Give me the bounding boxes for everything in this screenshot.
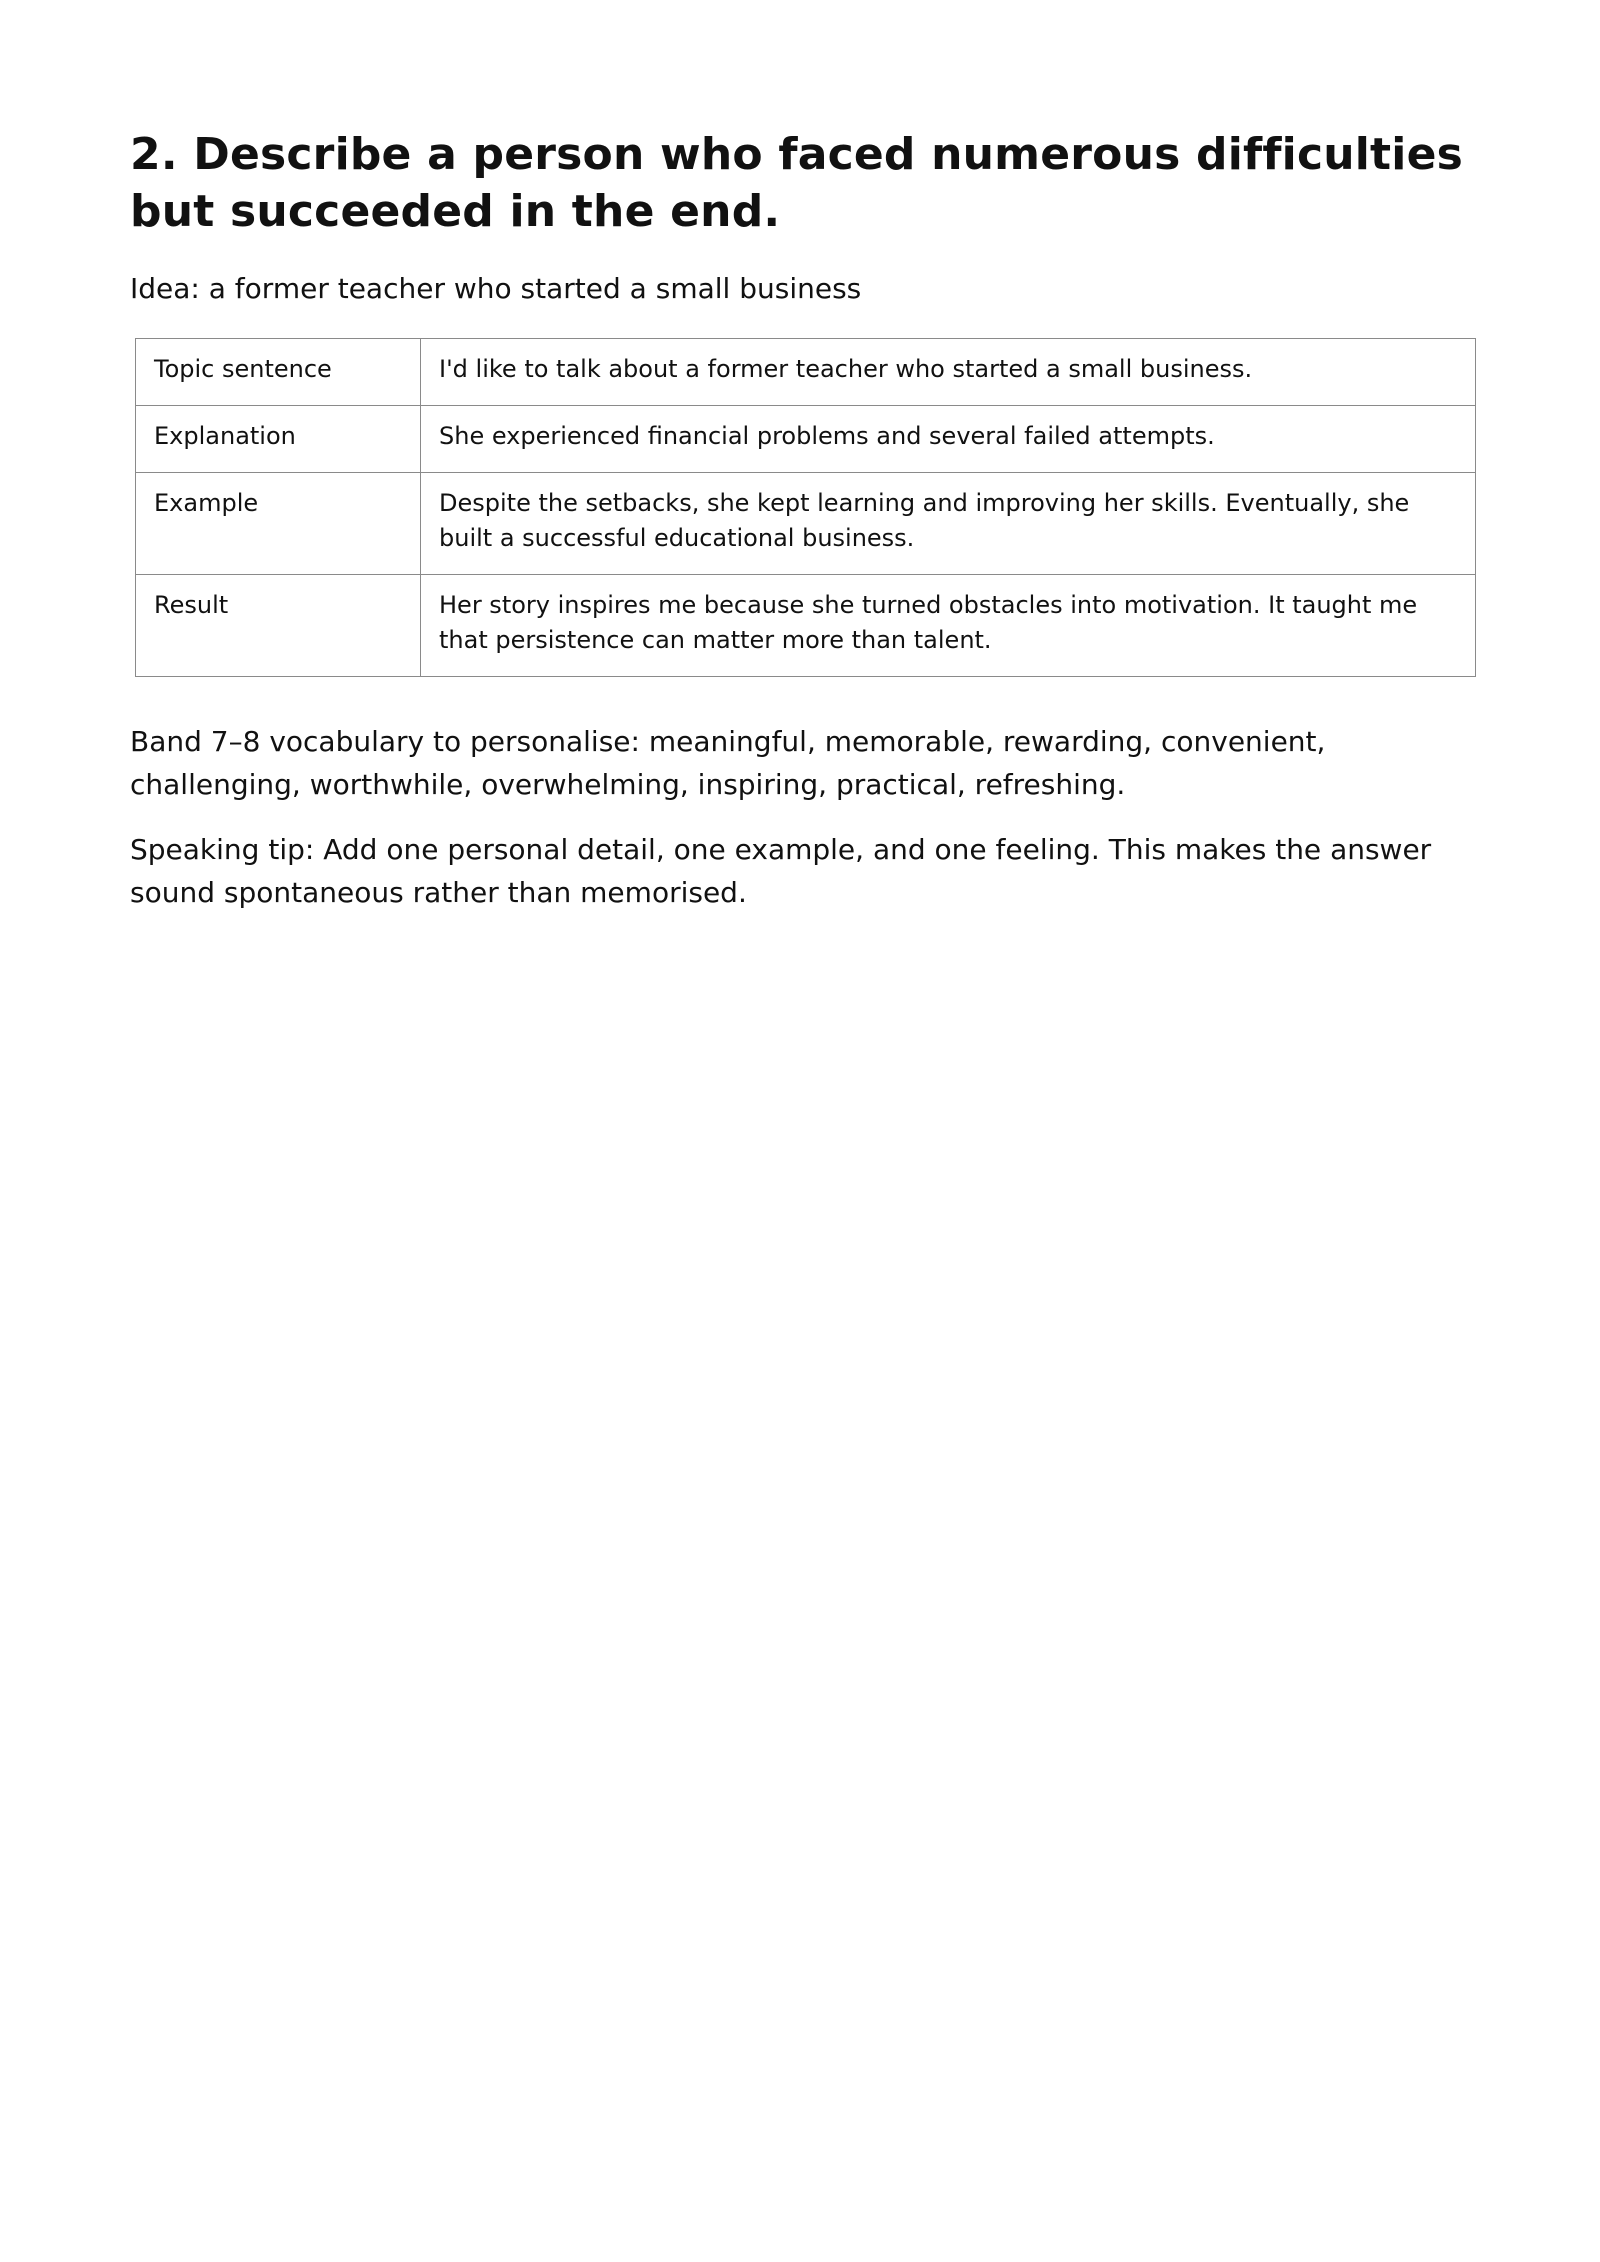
row-label: Example	[136, 473, 421, 575]
table-row	[136, 339, 1476, 406]
answer-outline-table	[135, 338, 1476, 677]
idea-line: Idea: a former teacher who started a small business	[130, 272, 862, 305]
row-text: She experienced financial problems and several failed attempts.	[421, 406, 1476, 473]
row-label: Explanation	[136, 406, 421, 473]
table-row	[136, 575, 1476, 677]
speaking-tip-paragraph: Speaking tip: Add one personal detail, one example, and one feeling. This makes the answer sound spontaneous rather than memorised.	[130, 833, 1432, 909]
table-row	[136, 473, 1476, 575]
row-label: Topic sentence	[136, 339, 421, 406]
vocabulary-paragraph: Band 7–8 vocabulary to personalise: meaningful, memorable, rewarding, convenient, challenging, worthwhile, overwhelming, inspiring, practical, refreshing.	[130, 725, 1326, 801]
table-row	[136, 406, 1476, 473]
row-text: Despite the setbacks, she kept learning and improving her skills. Eventually, she built a successful educational business.	[421, 473, 1476, 575]
row-text: I'd like to talk about a former teacher who started a small business.	[421, 339, 1476, 406]
page-title: 2. Describe a person who faced numerous difficulties but succeeded in the end.	[130, 129, 1463, 237]
row-label: Result	[136, 575, 421, 677]
row-text: Her story inspires me because she turned obstacles into motivation. It taught me that persistence can matter more than talent.	[421, 575, 1476, 677]
